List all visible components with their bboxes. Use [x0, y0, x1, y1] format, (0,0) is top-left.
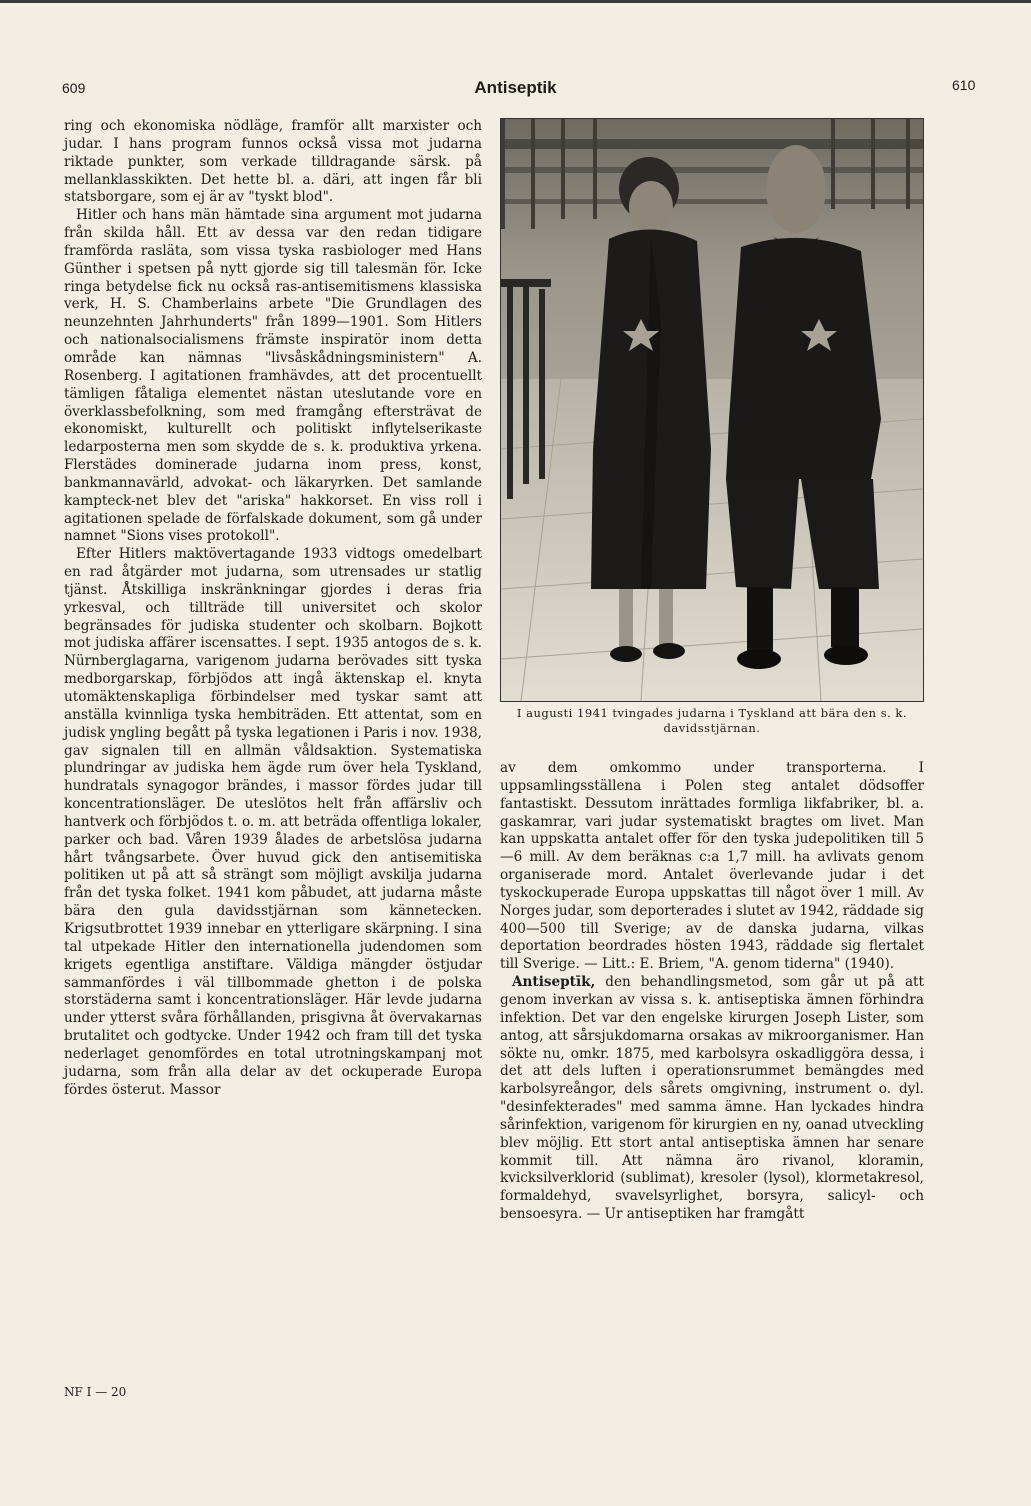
- photo-illustration: [501, 119, 923, 701]
- historical-photograph: [500, 118, 924, 702]
- left-page-number: 609: [62, 80, 86, 96]
- entry-text: den behandlingsmetod, som går ut på att genom inverkan av vissa s. k. antiseptiska ämnen förhindra infektion. Det var den engelske kirurgen Joseph Lister, som antog, att sårsjukdomarna orsakas av mikroorganismer. Han sökte nu, omkr. 1875, med karbolsyra oskadliggöra dessa, i det att dels luften i operationsrummet bemängdes med karbolsyreångor, dels sårets omgivning, instrument o. dyl. "desinfekterades" med samma ämne. Han lyckades hindra sårinfektion, varigenom för kirurgien en ny, oanad utveckling blev möjlig. Ett stort antal antiseptiska ämnen har senare kommit till. Att nämna äro rivanol, kloramin, kvicksilverklorid (sublimat), kresoler (lysol), klormetakresol, formaldehyd, svavelsyrlighet, borsyra, salicyl- och bensoesyra. — Ur antiseptiken har framgått: [500, 974, 924, 1223]
- right-page-number: 610: [952, 77, 976, 93]
- paragraph: av dem omkommo under transporterna. I uppsamlingsställena i Polen steg antalet dödsoffer fantastiskt. Dessutom inrättades formliga likfabriker, bl. a. gaskamrar, vari judar systematiskt bragtes om livet. Man kan uppskatta antalet offer för den tyska judepolitiken till 5—6 mill. Av dem beräknas c:a 1,7 mill. ha avlivats genom organiserade mord. Antalet överlevande judar i det tyskockuperade Europa uppskattas till något över 1 mill. Av Norges judar, som deporterades i slutet av 1942, räddade sig 400—500 till Sverige; av de danska judarna, vilkas deportation beordrades hösten 1943, räddade sig flertalet till Sverige. — Litt.: E. Briem, "A. genom tiderna" (1940).: [500, 760, 924, 973]
- paragraph: Hitler och hans män hämtade sina argument mot judarna från skilda håll. Ett av dessa var den redan tidigare framförda rasläta, som vissa tyska rasbiologer med Hans Günther i spetsen på nytt gjorde sig till talesmän för. Icke ringa betydelse fick nu också ras-antisemitismens klassiska verk, H. S. Chamberlains arbete "Die Grundlagen des neunzehnten Jahrhunderts" från 1899—1901. Som Hitlers och nationalsocialismens främste inspiratör inom detta område kan nämnas "livsåskådningsministern" A. Rosenberg. I agitationen framhävdes, att det procentuellt tämligen fåtaliga elementet nästan uteslutande vore en överklassbefolkning, som med framgång eftersträvat de ekonomiskt, kulturellt och politiskt inflytelserikaste ledarposterna men som skydde de s. k. produktiva yrkena. Flerstädes dominerade judarna inom press, konst, bankmannavärld, advokat- och läkaryrken. Det samlande kampteck-net blev det "ariska" hakkorset. En viss roll i agitationen spelade de förfalskade dokument, som gå under namnet "Sions vises protokoll".: [64, 207, 482, 545]
- encyclopedia-entry: [500, 974, 924, 1224]
- paragraph: Efter Hitlers maktövertagande 1933 vidtogs omedelbart en rad åtgärder mot judarna, som utrensades ur statlig tjänst. Åtskilliga inskränkningar gjordes i deras fria yrkesval, och tillträde till universitet och skolor begränsades för judiska studenter och skolbarn. Bojkott mot judiska affärer iscensattes. I sept. 1935 antogos de s. k. Nürnberglagarna, varigenom judarna berövades sitt tyska medborgarskap, förbjödos att ingå äktenskap el. knyta utomäktenskapliga förbindelser med tyskar samt att anställa kvinnliga tyska hembiträden. Ett attentat, som en judisk yngling begått på tyska legationen i Paris i nov. 1938, gav signalen till en allmän våldsaktion. Systematiska plundringar av judiska hem ägde rum över hela Tyskland, hundratals synagogor brändes, i massor fördes judar till koncentrationsläger. De uteslötos helt från affärsliv och hantverk och förbjödos t. o. m. att beträda offentliga lokaler, parker och bad. Våren 1939 ålades de arbetslösa judarna hårt tvångsarbete. Över huvud gick den antisemitiska politiken ut på att så strängt som möjligt avskilja judarna från det tyska folket. 1941 kom påbudet, att judarna måste bära den gula davidsstjärnan som kännetecken. Krigsutbrottet 1939 innebar en ytterligare skärpning. I sina tal utpekade Hitler den internationella judendomen som krigets egentliga anstiftare. Väldiga mängder östjudar sammanfördes i väl tillbommade ghetton i de polska storstäderna samt i koncentrationsläger. Här levde judarna under ytterst svåra förhållanden, prisgivna åt övervakarnas brutalitet och godtycke. Under 1942 och fram till det tyska nederlaget genomfördes en total utrotningskampanj mot judarna, som från alla delar av det ockuperade Europa fördes österut. Massor: [64, 546, 482, 1098]
- photo-caption: I augusti 1941 tvingades judarna i Tyskland att bära den s. k. davidsstjärnan.: [516, 706, 908, 735]
- right-text-column: [500, 760, 924, 1224]
- running-head: Antiseptik: [474, 78, 557, 97]
- sheet-signature: NF I — 20: [64, 1385, 127, 1399]
- entry-headword: Antiseptīk,: [512, 974, 596, 991]
- top-edge-rule: [0, 0, 1031, 3]
- paragraph: ring och ekonomiska nödläge, framför allt marxister och judar. I hans program funnos också vissa mot judarna riktade punkter, som verkade tilldragande särsk. på mellanklasskikten. Det hette bl. a. däri, att ingen får bli statsborgare, som ej är av "tyskt blod".: [64, 118, 482, 206]
- left-text-column: [64, 118, 482, 1099]
